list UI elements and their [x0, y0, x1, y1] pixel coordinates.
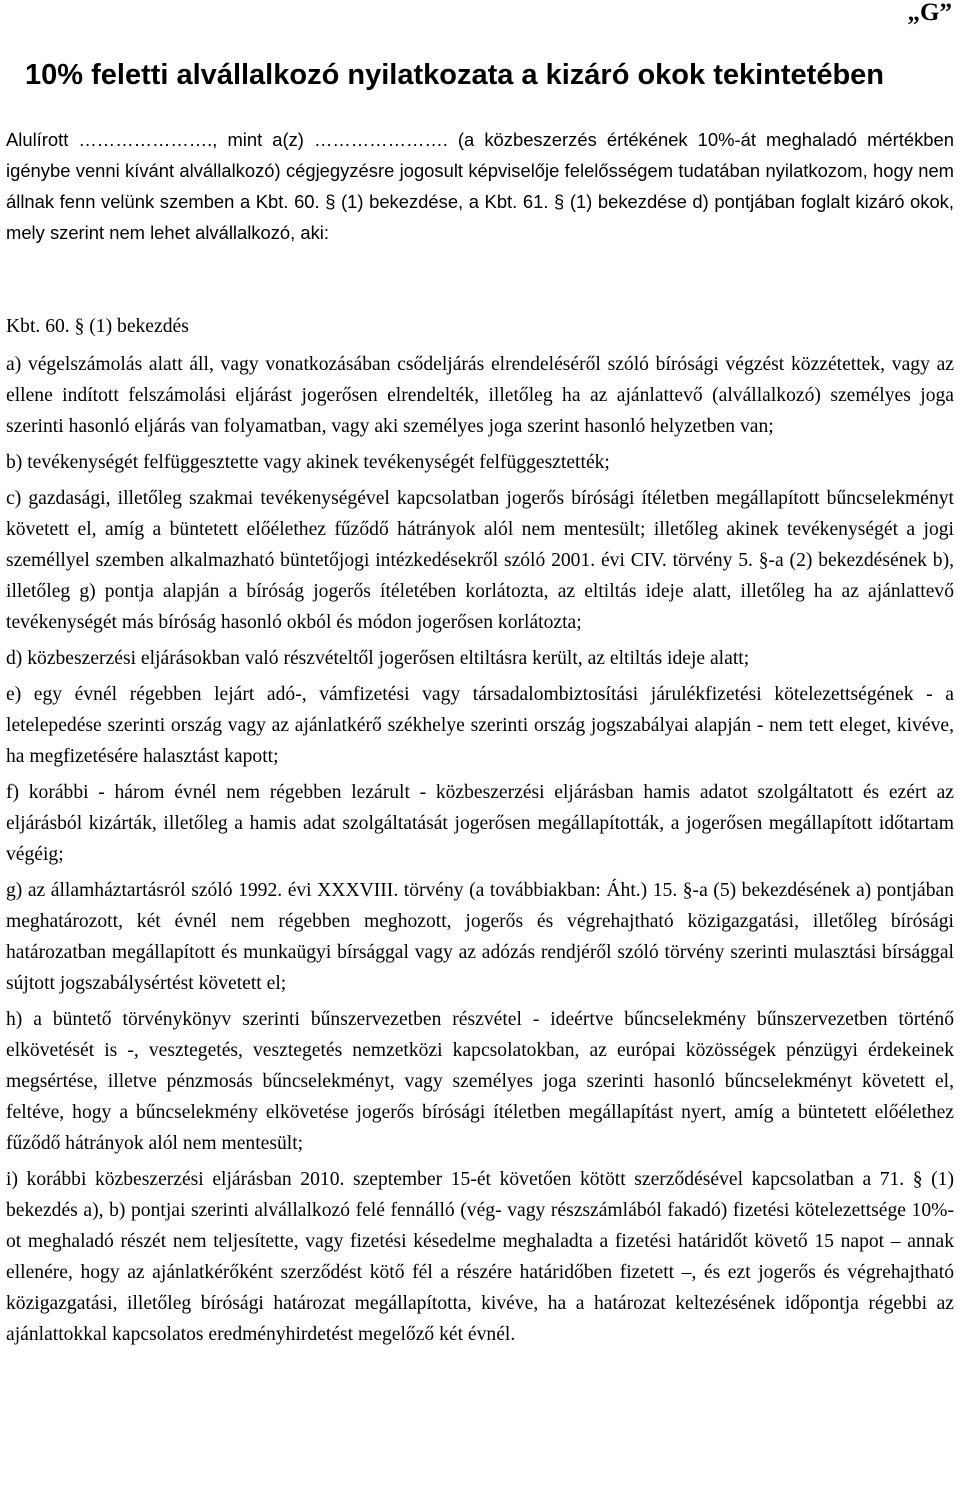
clause-f: f) korábbi - három évnél nem régebben lezárult - közbeszerzési eljárásban hamis adatot szolgáltatott és ezért az eljárásból kizárták, illetőleg a hamis adat szolgáltatását jogerősen megállapították, a jogerősen megállapított időtartam végéig; — [6, 782, 954, 865]
clause-h: h) a büntető törvénykönyv szerinti bűnszervezetben részvétel - ideértve bűncselekmény bűnszervezetben történő elkövetését is -, vesztegetés, vesztegetés nemzetközi kapcsolatokban, az európai közösségek pénzügyi érdekeinek megsértése, illetve pénzmosás bűncselekményt, vagy személyes joga szerinti hasonló bűncselekményt követett el, feltéve, hogy a bűncselekmény elkövetése jogerős bírósági ítéletben megállapítást nyert, amíg a büntetett előélethez fűződő hátrányok alól nem mentesült; — [6, 1009, 954, 1154]
clause-c: c) gazdasági, illetőleg szakmai tevékenységével kapcsolatban jogerős bírósági ítéletben megállapított bűncselekményt követett el, amíg a büntetett előélethez fűződő hátrányok alól nem mentesült; illetőleg akinek tevékenységét a jogi személlyel szemben alkalmazható büntetőjogi intézkedésekről szóló 2001. évi CIV. törvény 5. §-a (2) bekezdésének b), illetőleg g) pontja alapján a bíróság jogerős ítéletében korlátozta, az eltiltás ideje alatt, illetőleg ha az ajánlattevő tevékenységét más bíróság hasonló okból és módon jogerősen korlátozta; — [6, 488, 954, 633]
clause-d: d) közbeszerzési eljárásokban való részvételtől jogerősen eltiltásra került, az eltiltás ideje alatt; — [6, 648, 750, 669]
clause-b: b) tevékenységét felfüggesztette vagy akinek tevékenységét felfüggesztették; — [6, 452, 610, 473]
clause-g: g) az államháztartásról szóló 1992. évi XXXVIII. törvény (a továbbiakban: Áht.) 15. §-a (5) bekezdésének a) pontjában meghatározott, két évnél nem régebben meghozott, jogerős és végrehajtható közigazgatási, illetőleg bírósági határozatban megállapított és munkaügyi bírsággal vagy az adózás rendjéről szóló törvény szerinti mulasztási bírsággal sújtott jogszabálysértést követett el; — [6, 880, 954, 994]
intro-paragraph: Alulírott …………………., mint a(z) …………………. (a közbeszerzés értékének 10%-át meghaladó mértékben igénybe venni kívánt alvállalkozó) cégjegyzésre jogosult képviselője felelősségem tudatában nyilatkozom, hogy nem állnak fenn velünk szemben a Kbt. 60. § (1) bekezdése, a Kbt. 61. § (1) bekezdése d) pontjában foglalt kizáró okok, mely szerint nem lehet alvállalkozó, aki: — [6, 129, 954, 243]
clause-i: i) korábbi közbeszerzési eljárásban 2010. szeptember 15-ét követően kötött szerződésével kapcsolatban a 71. § (1) bekezdés a), b) pontjai szerinti alvállalkozó felé fennálló (vég- vagy részszámlából fakadó) fizetési kötelezettsége 10%-ot meghaladó részét nem teljesítette, vagy fizetési késedelme meghaladta a fizetési határidőt követő 15 napot – annak ellenére, hogy az ajánlatkérőként szerződést kötő fél a részére határidőben fizetett –, és ezt jogerős és végrehajtható közigazgatási, illetőleg bírósági határozat megállapította, kivéve, ha a határozat keltezésének időpontja régebbi az ajánlattokkal kapcsolatos eredményhirdetést megelőző két évnél. — [6, 1169, 954, 1345]
document-body — [6, 311, 954, 1355]
section-heading: Kbt. 60. § (1) bekezdés — [6, 316, 189, 337]
clause-a: a) végelszámolás alatt áll, vagy vonatkozásában csődeljárás elrendeléséről szóló bírósági végzést közzétettek, vagy az ellene indított felszámolási eljárást jogerősen elrendelték, illetőleg ha az ajánlattevő (alvállalkozó) személyes joga szerinti hasonló eljárás van folyamatban, vagy aki személyes joga szerint hasonló helyzetben van; — [6, 354, 954, 437]
document-title: 10% feletti alvállalkozó nyilatkozata a kizáró okok tekintetében — [25, 59, 885, 91]
annex-label: „G” — [907, 0, 952, 26]
clause-e: e) egy évnél régebben lejárt adó-, vámfizetési vagy társadalombiztosítási járulékfizetési kötelezettségének - a letelepedése szerinti ország vagy az ajánlatkérő székhelye szerinti ország jogszabályai alapján - nem tett eleget, kivéve, ha megfizetésére halasztást kapott; — [6, 684, 954, 767]
